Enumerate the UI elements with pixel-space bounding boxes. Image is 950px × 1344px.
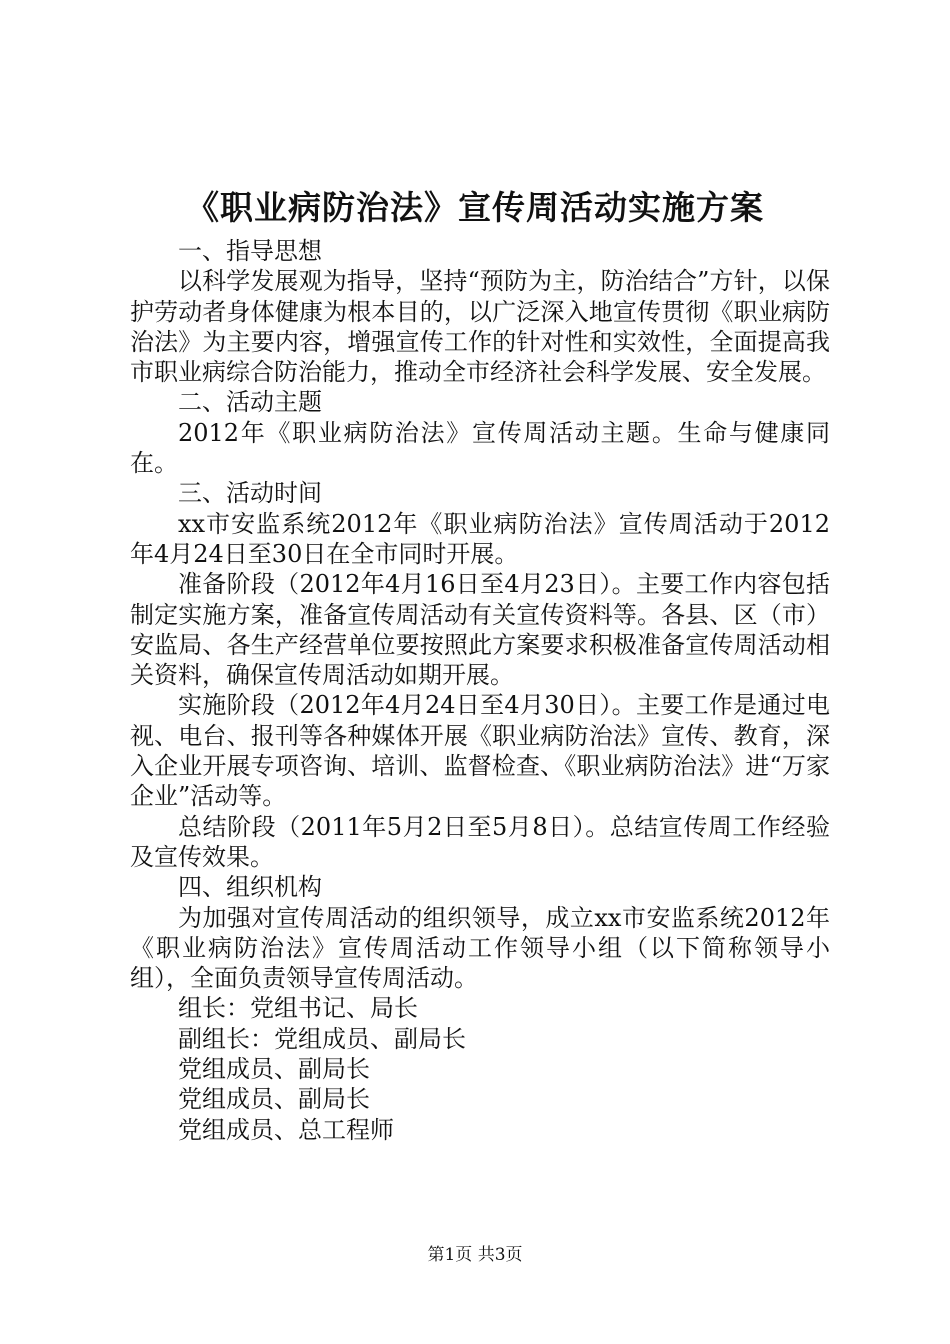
member-line: 副组长：党组成员、副局长 xyxy=(178,1024,466,1053)
paragraph: xx市安监系统2012年《职业病防治法》宣传周活动于2012年4月24日至30日在全市同时开展。 xyxy=(130,509,830,568)
document-title: 《职业病防治法》宣传周活动实施方案 xyxy=(186,188,764,227)
member-line: 党组成员、总工程师 xyxy=(178,1115,394,1144)
page-number-footer: 第1页 共3页 xyxy=(427,1245,523,1265)
document-body xyxy=(130,236,830,1145)
paragraph: 2012年《职业病防治法》宣传周活动主题。生命与健康同在。 xyxy=(130,418,830,478)
member-line: 党组成员、副局长 xyxy=(178,1055,370,1084)
paragraph: 实施阶段（2012年4月24日至4月30日）。主要工作是通过电视、电台、报刊等各种媒体开展《职业病防治法》宣传、教育，深入企业开展专项咨询、培训、监督检查、《职业病防治法》进“万家企业”活动等。 xyxy=(130,691,830,811)
paragraph: 总结阶段（2011年5月2日至5月8日）。总结宣传周工作经验及宣传效果。 xyxy=(130,812,830,871)
member-line: 组长：党组书记、局长 xyxy=(178,994,418,1023)
paragraph: 为加强对宣传周活动的组织领导，成立xx市安监系统2012年《职业病防治法》宣传周活动工作领导小组（以下简称领导小组），全面负责领导宣传周活动。 xyxy=(130,903,830,993)
member-line: 党组成员、副局长 xyxy=(178,1085,370,1114)
section-heading: 二、活动主题 xyxy=(178,388,322,417)
paragraph: 以科学发展观为指导，坚持“预防为主，防治结合”方针，以保护劳动者身体健康为根本目的，以广泛深入地宣传贯彻《职业病防治法》为主要内容，增强宣传工作的针对性和实效性，全面提高我市职业病综合防治能力，推动全市经济社会科学发展、安全发展。 xyxy=(130,267,830,387)
paragraph: 准备阶段（2012年4月16日至4月23日）。主要工作内容包括制定实施方案，准备宣传周活动有关宣传资料等。各县、区（市）安监局、各生产经营单位要按照此方案要求积极准备宣传周活动相关资料，确保宣传周活动如期开展。 xyxy=(130,570,830,690)
section-heading: 三、活动时间 xyxy=(178,479,322,508)
section-heading: 四、组织机构 xyxy=(178,873,322,902)
section-heading: 一、指导思想 xyxy=(178,237,322,265)
